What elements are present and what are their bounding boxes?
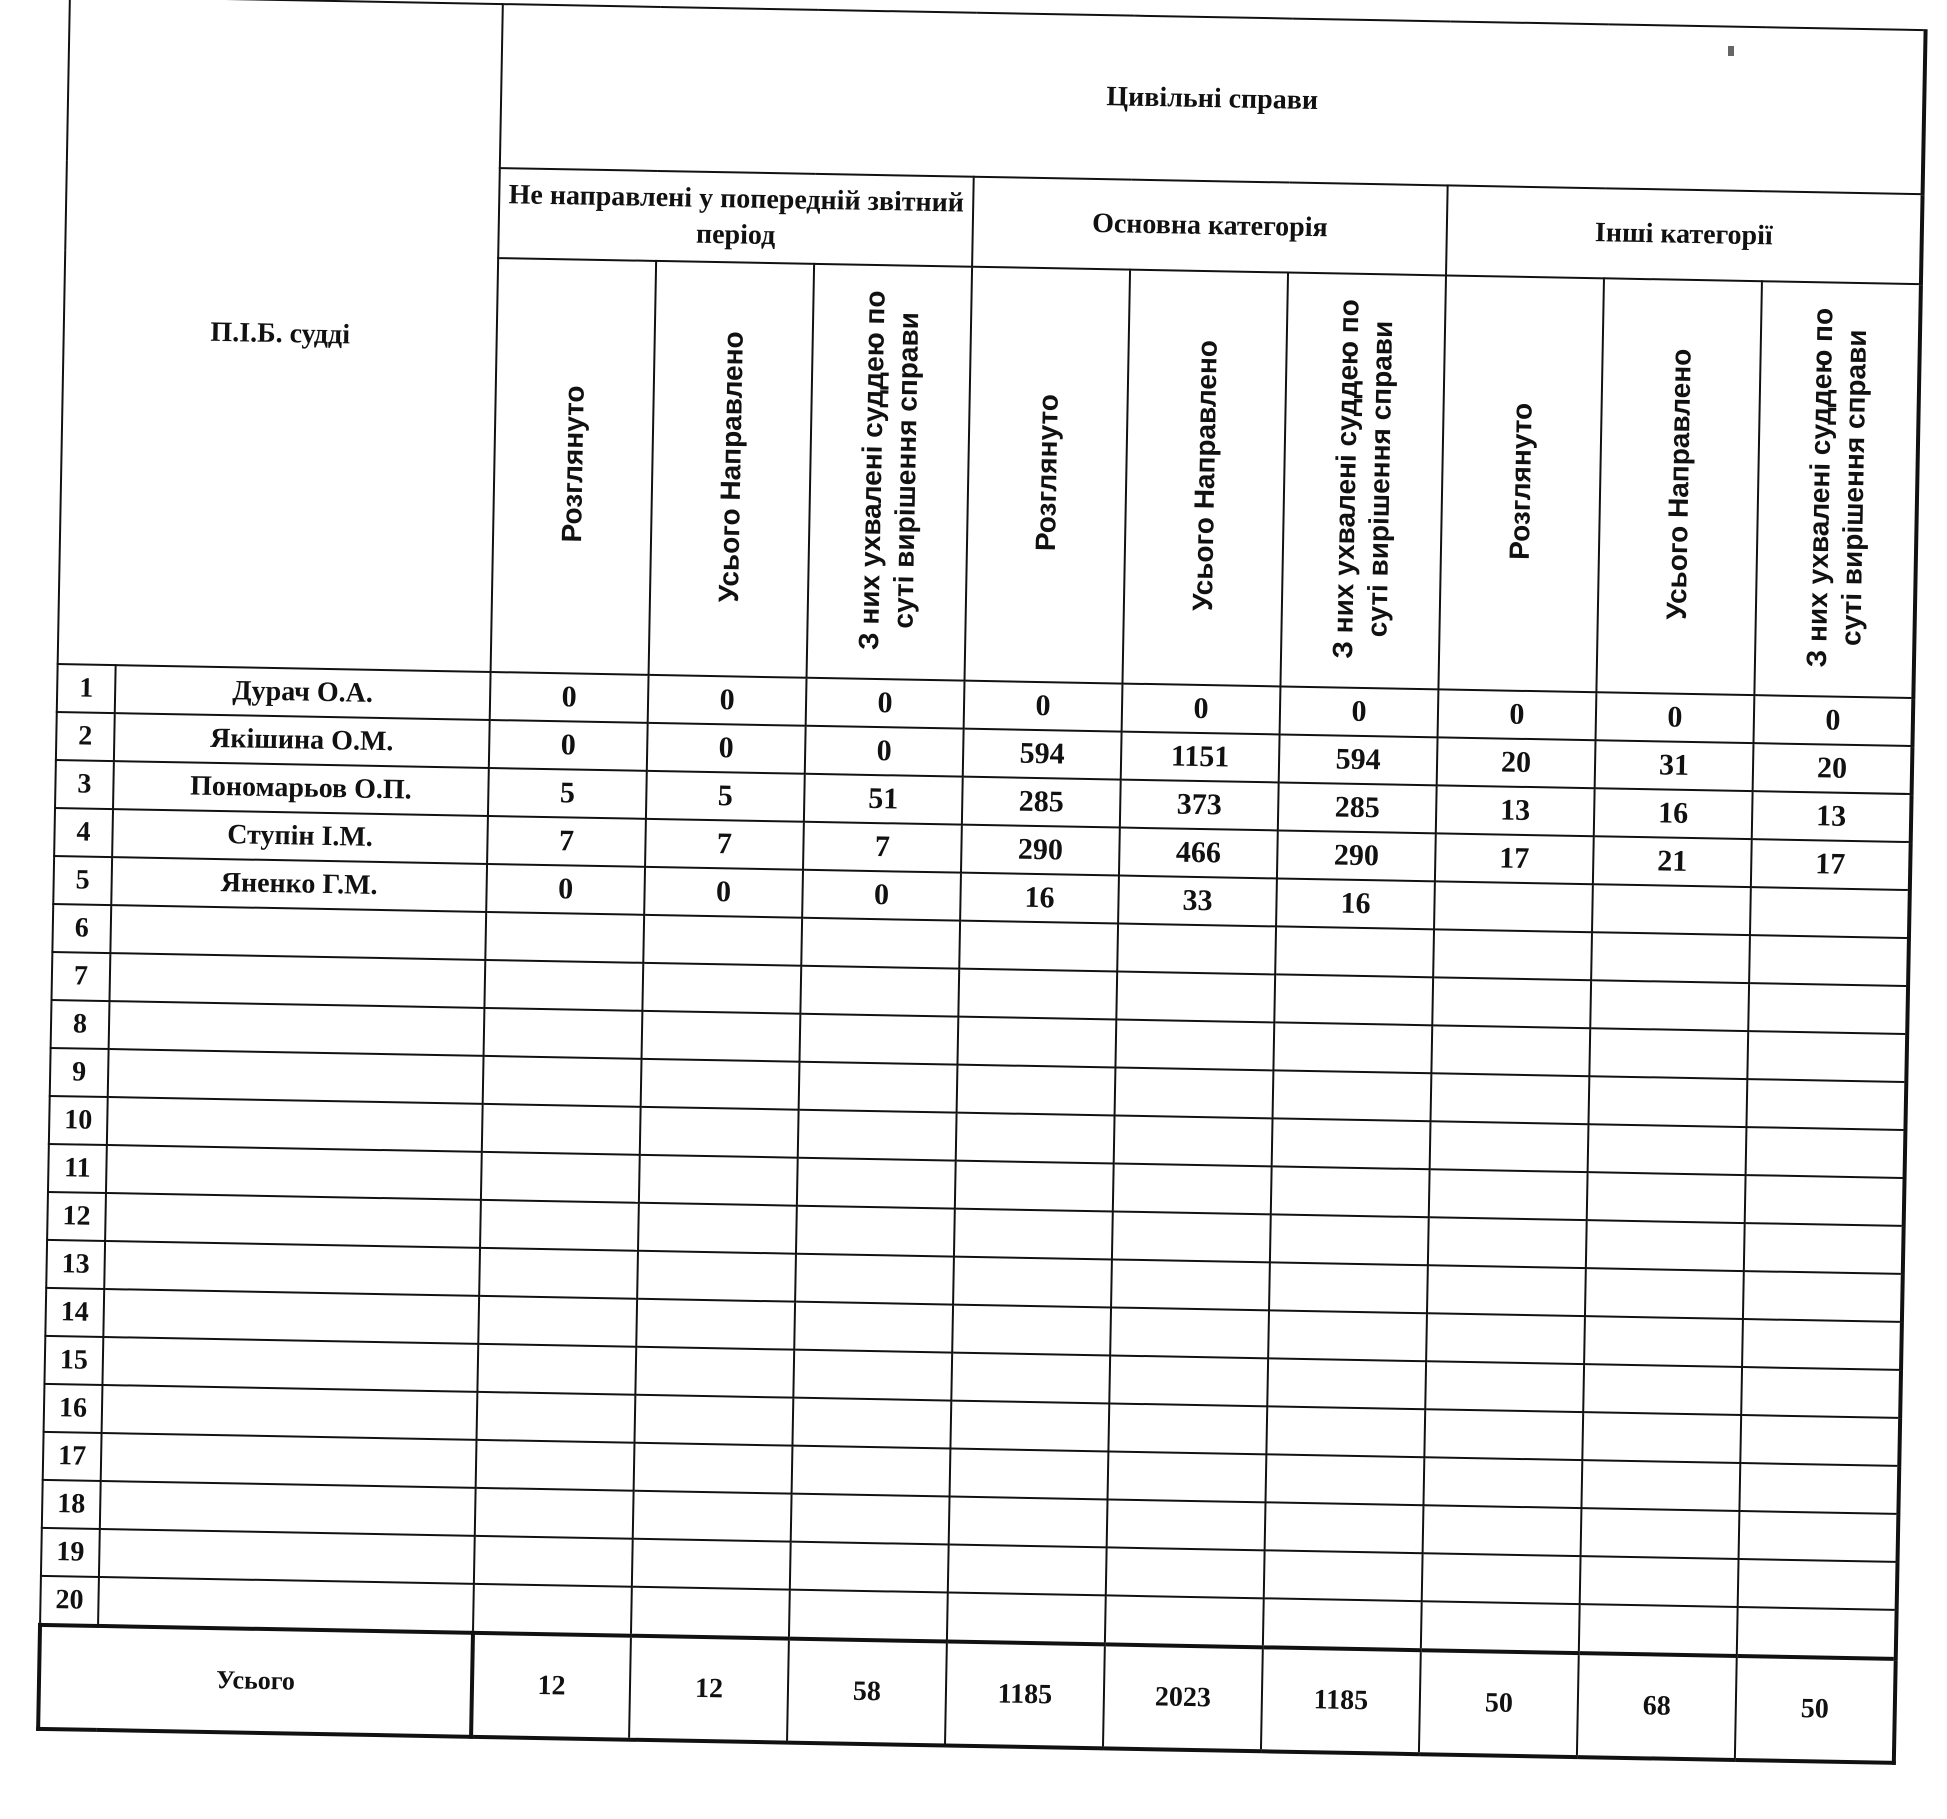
value-cell: 285 (1278, 782, 1437, 833)
value-cell (1739, 1463, 1899, 1514)
value-cell (638, 1203, 797, 1254)
value-cell (799, 1062, 958, 1113)
value-cell (637, 1251, 796, 1302)
value-cell (791, 1494, 950, 1545)
value-cell: 290 (1277, 830, 1436, 881)
value-cell: 594 (963, 729, 1122, 780)
value-cell (1105, 1595, 1264, 1647)
value-cell (1272, 1118, 1431, 1169)
judges-statistics-table (36, 0, 1928, 1765)
judge-name (98, 1577, 474, 1633)
civil-cases-header: Цивільні справи (500, 4, 1926, 194)
value-cell (483, 1056, 642, 1107)
value-cell: 17 (1751, 839, 1911, 890)
value-cell (1744, 1223, 1904, 1274)
value-cell: 290 (961, 825, 1120, 876)
value-cell (1433, 929, 1592, 980)
value-cell (1584, 1316, 1743, 1367)
judge-name: Ступін І.М. (112, 809, 488, 864)
subheader-label: Усього Направлено (1186, 339, 1223, 612)
value-cell (1423, 1505, 1582, 1556)
judge-name (103, 1289, 479, 1344)
row-number: 2 (56, 712, 115, 761)
value-cell: 285 (962, 777, 1121, 828)
subheader-label: Розглянуто (1029, 393, 1064, 552)
value-cell (1750, 887, 1910, 938)
scan-speck (1728, 46, 1734, 56)
total-value: 12 (629, 1636, 789, 1743)
value-cell (1274, 974, 1433, 1025)
value-cell (1738, 1559, 1898, 1610)
row-number: 9 (50, 1048, 109, 1097)
value-cell (1108, 1403, 1267, 1454)
subheader-label: З них ухвалені суддею по суті вирішення справи (853, 289, 925, 650)
value-cell (1108, 1451, 1267, 1502)
value-cell (635, 1347, 794, 1398)
value-cell (1422, 1553, 1581, 1604)
value-cell (636, 1299, 795, 1350)
value-cell (950, 1401, 1109, 1452)
value-cell (1746, 1127, 1906, 1178)
value-cell (477, 1344, 636, 1395)
value-cell: 17 (1435, 833, 1594, 884)
subheader-cell (1754, 281, 1921, 698)
value-cell (476, 1440, 635, 1491)
value-cell (1110, 1307, 1269, 1358)
subheader-cell (1122, 270, 1288, 687)
judge-name (109, 953, 485, 1008)
value-cell: 594 (1279, 734, 1438, 785)
value-cell (485, 912, 644, 963)
value-cell (1587, 1172, 1746, 1223)
judge-name-header: П.І.Б. судді (58, 0, 503, 672)
value-cell (1263, 1598, 1422, 1650)
subheader-cell (1596, 278, 1762, 695)
value-cell (794, 1302, 953, 1353)
judge-name (107, 1097, 483, 1152)
value-cell (1273, 1022, 1432, 1073)
value-cell (1742, 1319, 1902, 1370)
value-cell (790, 1542, 949, 1593)
value-cell (950, 1449, 1109, 1500)
value-cell (1747, 1031, 1907, 1082)
value-cell (793, 1350, 952, 1401)
value-cell (1581, 1508, 1740, 1559)
value-cell (1431, 1073, 1590, 1124)
value-cell: 466 (1119, 828, 1278, 879)
value-cell (475, 1488, 634, 1539)
total-value: 12 (471, 1633, 631, 1740)
value-cell: 16 (1276, 878, 1435, 929)
row-number: 12 (47, 1192, 106, 1241)
value-cell (1743, 1271, 1903, 1322)
value-cell: 0 (1122, 684, 1281, 735)
value-cell: 373 (1120, 780, 1279, 831)
row-number: 16 (44, 1384, 103, 1433)
judge-name (105, 1193, 481, 1248)
row-number: 4 (54, 808, 113, 857)
value-cell: 51 (804, 774, 963, 825)
value-cell (1737, 1607, 1897, 1659)
total-value: 58 (787, 1639, 947, 1746)
value-cell (1588, 1076, 1747, 1127)
value-cell: 33 (1118, 876, 1277, 927)
judge-name (102, 1385, 478, 1440)
value-cell (632, 1539, 791, 1590)
value-cell (1581, 1460, 1740, 1511)
value-cell (1748, 983, 1908, 1034)
judge-name (110, 905, 486, 960)
value-cell (641, 1059, 800, 1110)
judge-name: Пономарьов О.П. (113, 761, 489, 816)
value-cell: 0 (964, 681, 1123, 732)
value-cell (1265, 1502, 1424, 1553)
total-value: 2023 (1103, 1644, 1263, 1751)
row-number: 13 (46, 1240, 105, 1289)
value-cell: 0 (490, 672, 649, 723)
group-header-not-sent: Не направлені у попередній звітний період (498, 168, 974, 267)
value-cell (955, 1161, 1114, 1212)
value-cell: 0 (802, 870, 961, 921)
value-cell (798, 1110, 957, 1161)
value-cell (1271, 1166, 1430, 1217)
value-cell (1116, 972, 1275, 1023)
value-cell (1749, 935, 1909, 986)
value-cell (1592, 884, 1751, 935)
value-cell: 0 (489, 720, 648, 771)
totals-label: Усього (38, 1625, 473, 1737)
value-cell (474, 1536, 633, 1587)
value-cell (643, 915, 802, 966)
row-number: 19 (41, 1528, 100, 1577)
value-cell (1114, 1115, 1273, 1166)
value-cell (795, 1254, 954, 1305)
row-number: 1 (57, 664, 116, 713)
value-cell (797, 1158, 956, 1209)
value-cell (952, 1305, 1111, 1356)
value-cell (956, 1113, 1115, 1164)
value-cell (954, 1209, 1113, 1260)
value-cell (480, 1200, 639, 1251)
value-cell: 0 (806, 678, 965, 729)
value-cell (1745, 1175, 1905, 1226)
value-cell (1434, 881, 1593, 932)
value-cell: 0 (805, 726, 964, 777)
total-value: 50 (1735, 1656, 1896, 1763)
value-cell: 0 (1753, 695, 1913, 746)
value-cell (1739, 1511, 1899, 1562)
value-cell (642, 963, 801, 1014)
total-value: 50 (1419, 1650, 1579, 1757)
value-cell (1428, 1217, 1587, 1268)
value-cell (1106, 1547, 1265, 1598)
value-cell (1269, 1262, 1428, 1313)
value-cell: 13 (1436, 785, 1595, 836)
table-body (38, 664, 1913, 1763)
row-number: 18 (42, 1480, 101, 1529)
subheader-label: Розглянуто (1503, 402, 1538, 561)
value-cell (639, 1155, 798, 1206)
value-cell: 5 (646, 771, 805, 822)
value-cell (792, 1446, 951, 1497)
subheader-label: Усього Направлено (1660, 348, 1697, 620)
value-cell (948, 1545, 1107, 1596)
value-cell: 13 (1752, 791, 1912, 842)
value-cell (481, 1152, 640, 1203)
value-cell (1109, 1355, 1268, 1406)
value-cell (1265, 1454, 1424, 1505)
value-cell: 0 (486, 864, 645, 915)
value-cell (1746, 1079, 1906, 1130)
value-cell (1741, 1367, 1901, 1418)
value-cell (479, 1248, 638, 1299)
subheader-label: З них ухвалені суддею по суті вирішення справи (1326, 298, 1399, 659)
value-cell (1267, 1358, 1426, 1409)
value-cell (800, 966, 959, 1017)
total-value: 68 (1577, 1653, 1737, 1760)
value-cell (1580, 1556, 1739, 1607)
value-cell (484, 960, 643, 1011)
value-cell: 16 (960, 873, 1119, 924)
value-cell (1270, 1214, 1429, 1265)
subheader-cell (1280, 273, 1446, 690)
value-cell: 0 (647, 723, 806, 774)
value-cell (957, 1065, 1116, 1116)
value-cell (1582, 1412, 1741, 1463)
judge-name (102, 1337, 478, 1392)
subheader-cell (807, 264, 973, 681)
value-cell (1429, 1169, 1588, 1220)
value-cell: 0 (648, 675, 807, 726)
value-cell (1113, 1163, 1272, 1214)
judge-name (99, 1529, 475, 1584)
value-cell: 31 (1595, 740, 1754, 791)
subheader-label: Розглянуто (555, 385, 590, 543)
subheader-cell (965, 267, 1131, 684)
row-number: 7 (51, 952, 110, 1001)
report-sheet (36, 0, 1925, 1749)
value-cell: 20 (1753, 743, 1913, 794)
row-number: 3 (55, 760, 114, 809)
total-value: 1185 (1261, 1647, 1421, 1754)
value-cell (477, 1392, 636, 1443)
value-cell: 0 (1596, 692, 1755, 743)
judge-name (109, 1001, 485, 1056)
total-value: 1185 (945, 1642, 1105, 1749)
value-cell (959, 921, 1118, 972)
value-cell: 7 (487, 816, 646, 867)
value-cell (1264, 1550, 1423, 1601)
value-cell (1432, 977, 1591, 1028)
value-cell (1111, 1259, 1270, 1310)
value-cell: 7 (803, 822, 962, 873)
value-cell (1115, 1020, 1274, 1071)
judge-name: Дурач О.А. (115, 665, 491, 720)
value-cell (1421, 1601, 1580, 1653)
judge-name: Яненко Г.М. (111, 857, 487, 912)
row-number: 8 (51, 1000, 110, 1049)
value-cell (1266, 1406, 1425, 1457)
value-cell (1579, 1604, 1738, 1656)
judge-name (108, 1049, 484, 1104)
subheader-cell (1438, 275, 1604, 692)
judge-name: Якішина О.М. (114, 713, 490, 768)
value-cell: 21 (1593, 836, 1752, 887)
subheader-label: З них ухвалені суддею по суті вирішення справи (1800, 306, 1873, 667)
value-cell (1590, 980, 1749, 1031)
value-cell (642, 1011, 801, 1062)
row-number: 11 (48, 1144, 107, 1193)
value-cell (1586, 1220, 1745, 1271)
value-cell: 5 (488, 768, 647, 819)
value-cell (953, 1257, 1112, 1308)
value-cell (801, 918, 960, 969)
value-cell (957, 1017, 1116, 1068)
value-cell: 1151 (1121, 732, 1280, 783)
value-cell (949, 1497, 1108, 1548)
value-cell (792, 1398, 951, 1449)
value-cell (640, 1107, 799, 1158)
value-cell (1107, 1499, 1266, 1550)
value-cell (1268, 1310, 1427, 1361)
row-number: 14 (45, 1288, 104, 1337)
judge-name (106, 1145, 482, 1200)
value-cell (951, 1353, 1110, 1404)
value-cell (473, 1584, 632, 1636)
value-cell (1740, 1415, 1900, 1466)
value-cell (633, 1491, 792, 1542)
value-cell (1427, 1265, 1586, 1316)
row-number: 5 (53, 856, 112, 905)
value-cell (1426, 1313, 1585, 1364)
value-cell (1273, 1070, 1432, 1121)
judge-name (100, 1481, 476, 1536)
value-cell: 16 (1594, 788, 1753, 839)
value-cell (1275, 926, 1434, 977)
row-number: 10 (49, 1096, 108, 1145)
value-cell (634, 1443, 793, 1494)
value-cell (1117, 924, 1276, 975)
subheader-label: Усього Направлено (712, 331, 749, 603)
value-cell (796, 1206, 955, 1257)
value-cell (1430, 1121, 1589, 1172)
row-number: 6 (52, 904, 111, 953)
value-cell (484, 1008, 643, 1059)
value-cell (1425, 1361, 1584, 1412)
value-cell (1588, 1124, 1747, 1175)
row-number: 17 (43, 1432, 102, 1481)
judge-name (101, 1433, 477, 1488)
row-number: 15 (44, 1336, 103, 1385)
value-cell: 0 (1280, 686, 1439, 737)
value-cell: 0 (1438, 689, 1597, 740)
value-cell (1115, 1067, 1274, 1118)
value-cell (1431, 1025, 1590, 1076)
value-cell (1424, 1409, 1583, 1460)
value-cell (947, 1593, 1106, 1645)
value-cell (478, 1296, 637, 1347)
value-cell (1585, 1268, 1744, 1319)
value-cell (799, 1014, 958, 1065)
value-cell: 7 (645, 819, 804, 870)
value-cell (1589, 1028, 1748, 1079)
value-cell (631, 1587, 790, 1639)
value-cell (1112, 1211, 1271, 1262)
value-cell (482, 1104, 641, 1155)
subheader-cell (649, 261, 815, 678)
value-cell (1583, 1364, 1742, 1415)
group-header-other-categories: Інші категорії (1446, 185, 1923, 284)
value-cell (1591, 932, 1750, 983)
value-cell (958, 969, 1117, 1020)
value-cell: 0 (644, 867, 803, 918)
judge-name (104, 1241, 480, 1296)
subheader-cell (491, 258, 657, 675)
value-cell (789, 1590, 948, 1642)
row-number: 20 (40, 1576, 99, 1626)
group-header-main-category: Основна категорія (972, 177, 1448, 276)
value-cell (1423, 1457, 1582, 1508)
value-cell (634, 1395, 793, 1446)
value-cell: 20 (1437, 737, 1596, 788)
